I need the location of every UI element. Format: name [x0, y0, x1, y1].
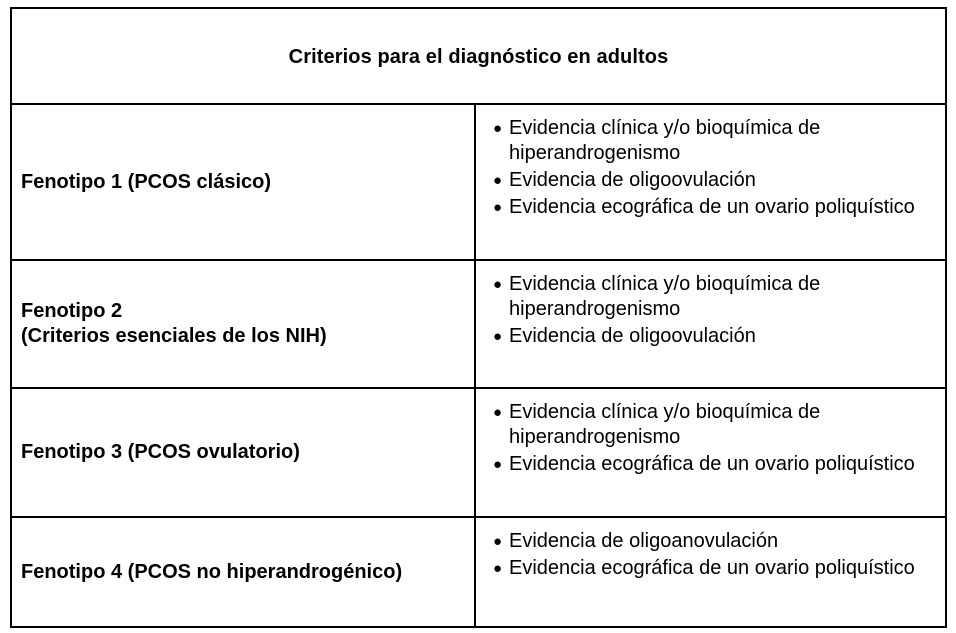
criteria-cell — [476, 389, 945, 516]
phenotype-line: Fenotipo 2 — [21, 300, 123, 322]
phenotype-label — [21, 170, 271, 195]
table-row — [12, 105, 945, 261]
criteria-text: Evidencia clínica y/o bioquímica de hiperandrogenismo — [509, 117, 821, 164]
bullet-icon: ● — [493, 276, 503, 293]
phenotype-line: Fenotipo 1 (PCOS clásico) — [21, 170, 272, 193]
phenotype-label — [21, 560, 402, 585]
diagnosis-criteria-table — [10, 7, 947, 628]
criteria-list — [493, 529, 945, 581]
criteria-item — [493, 272, 945, 322]
criteria-item — [493, 452, 945, 477]
criteria-text: Evidencia ecográfica de un ovario poliquístico — [509, 453, 915, 475]
criteria-item — [493, 324, 945, 349]
criteria-text: Evidencia de oligoovulación — [509, 325, 756, 347]
phenotype-line: Fenotipo 3 (PCOS ovulatorio) — [21, 441, 300, 463]
criteria-cell — [476, 518, 945, 626]
bullet-icon: ● — [493, 199, 503, 216]
bullet-icon: ● — [493, 533, 503, 550]
table-header — [12, 9, 945, 105]
bullet-icon: ● — [493, 328, 503, 345]
criteria-text: Evidencia ecográfica de un ovario poliquístico — [509, 557, 915, 579]
bullet-icon: ● — [493, 120, 503, 137]
criteria-item — [493, 556, 945, 581]
criteria-text: Evidencia ecográfica de un ovario poliquístico — [509, 196, 915, 218]
phenotype-cell — [12, 518, 476, 626]
phenotype-label — [21, 440, 300, 465]
criteria-text: Evidencia clínica y/o bioquímica de hiperandrogenismo — [509, 401, 821, 448]
table-row — [12, 261, 945, 389]
criteria-list — [493, 116, 945, 220]
criteria-item — [493, 195, 945, 220]
criteria-item — [493, 529, 945, 554]
table-title: Criterios para el diagnóstico en adultos — [288, 45, 669, 68]
criteria-cell — [476, 261, 945, 387]
bullet-icon: ● — [493, 172, 503, 189]
phenotype-line: Fenotipo 4 (PCOS no hiperandrogénico) — [21, 560, 403, 583]
table-row — [12, 518, 945, 626]
criteria-list — [493, 400, 945, 477]
bullet-icon: ● — [493, 560, 503, 577]
bullet-icon: ● — [493, 404, 503, 421]
criteria-text: Evidencia clínica y/o bioquímica de hiperandrogenismo — [509, 273, 821, 320]
phenotype-label — [21, 299, 327, 349]
criteria-text: Evidencia de oligoanovulación — [509, 530, 779, 552]
criteria-item — [493, 400, 945, 450]
criteria-item — [493, 116, 945, 166]
table-row — [12, 389, 945, 518]
bullet-icon: ● — [493, 456, 503, 473]
criteria-text: Evidencia de oligoovulación — [509, 169, 756, 191]
criteria-item — [493, 168, 945, 193]
criteria-cell — [476, 105, 945, 259]
phenotype-cell — [12, 105, 476, 259]
criteria-list — [493, 272, 945, 349]
phenotype-line: (Criterios esenciales de los NIH) — [21, 325, 327, 347]
phenotype-cell — [12, 389, 476, 516]
phenotype-cell — [12, 261, 476, 387]
